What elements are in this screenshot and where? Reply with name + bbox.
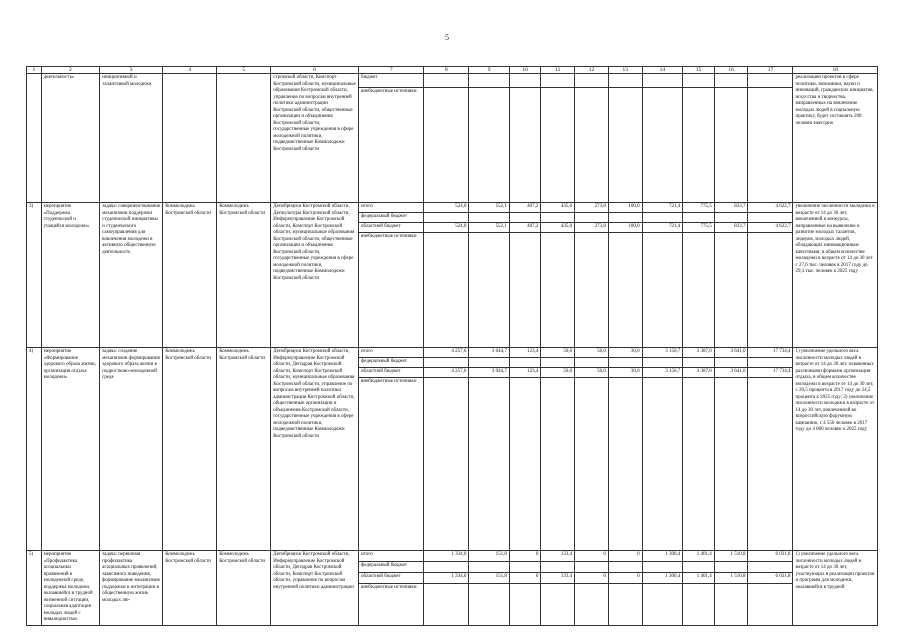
amount-cell: [642, 88, 683, 203]
funding-source: итого: [359, 203, 424, 213]
amount-cell: [683, 584, 715, 625]
amount-cell: 721,4: [642, 203, 683, 213]
participants-cell: стромской области, Комспорт Костромской области, муниципальные образования Костромской области, управление по вопросам внутренней политики администрации Костромской области, общественные организации и объединения Костромской области, государственные учреждения в сфере молодежной политики, подведомственные Коммолодежи Костромской области: [271, 74, 359, 203]
amount-cell: [748, 584, 793, 625]
amount-cell: [748, 562, 793, 573]
amount-cell: 0: [608, 551, 642, 562]
amount-cell: [683, 88, 715, 203]
amount-cell: 30,0: [608, 348, 642, 358]
amount-cell: [424, 213, 469, 223]
amount-cell: [469, 358, 510, 368]
participants-cell: Депобрнауки Костромской области, Информуправление Костромской области, Депздрав Костромской области, Комспорт Костромской области, муниципальные образования Костромской области, управление по вопросам внутренней политики администрации Костромской области, общественные организации и объединения Костромской области, государственные учреждения в сфере молодежной политики, подведомственные Коммолодежи Костромской области: [271, 348, 359, 551]
executor-cell: Коммолодежь Костромской области: [217, 203, 271, 348]
amount-cell: 50,0: [575, 348, 609, 358]
amount-cell: 524,0: [424, 223, 469, 233]
row-number: [27, 74, 42, 203]
amount-cell: [541, 74, 575, 88]
column-number: 9: [469, 67, 510, 74]
amount-cell: [642, 562, 683, 573]
amount-cell: 833,7: [714, 203, 748, 213]
column-number: 4: [163, 67, 217, 74]
funding-source: федеральный бюджет: [359, 562, 424, 573]
amount-cell: [748, 213, 793, 223]
column-number: 13: [608, 67, 642, 74]
table-row: [27, 551, 878, 562]
column-number: 2: [41, 67, 100, 74]
executor-cell: [217, 74, 271, 203]
row-number: 4): [27, 348, 42, 551]
column-number: 16: [714, 67, 748, 74]
amount-cell: 0: [575, 551, 609, 562]
amount-cell: [683, 562, 715, 573]
amount-cell: 273,8: [575, 223, 609, 233]
table-row: [27, 74, 878, 88]
funding-source: внебюджетные источники: [359, 584, 424, 625]
amount-cell: 100,0: [608, 203, 642, 213]
amount-cell: [748, 358, 793, 368]
column-number: 6: [271, 67, 359, 74]
measure-name: мероприятие «Поддержка студенческой и учащейся молодежи»: [41, 203, 100, 348]
amount-cell: [748, 88, 793, 203]
funding-source: областной бюджет: [359, 368, 424, 378]
funding-source: областной бюджет: [359, 573, 424, 584]
amount-cell: [575, 584, 609, 625]
measure-name: мероприятие «Формирование здорового образа жизни, организация отдыха молодежи»: [41, 348, 100, 551]
column-number: 8: [424, 67, 469, 74]
amount-cell: [541, 584, 575, 625]
amount-cell: 133,4: [541, 573, 575, 584]
amount-cell: [642, 233, 683, 348]
amount-cell: 1 300,4: [642, 551, 683, 562]
amount-cell: [748, 378, 793, 551]
amount-cell: 1 401,4: [683, 573, 715, 584]
funding-source: внебюджетные источники: [359, 233, 424, 348]
amount-cell: [714, 233, 748, 348]
amount-cell: [683, 213, 715, 223]
amount-cell: [683, 378, 715, 551]
amount-cell: [608, 213, 642, 223]
amount-cell: 6 031,8: [748, 551, 793, 562]
column-number: 5: [217, 67, 271, 74]
measure-task: задача: первичная профилактика асоциальных проявлений, зависимого поведения, формирование механизмов поддержки и интеграции в общественную жизнь молодых лю-: [100, 551, 163, 626]
expected-result: 1) увеличение удельного веса численности молодых людей в возрасте от 14 до 30 лет, охваченных различными формами организации отдыха, в общем количестве молодежи в возрасте от 14 до 30 лет, с 20,5 процента в 2017 году до 24,5 процента к 2025 году; 2) увеличение численности молодежи в возрасте от 14 до 30 лет, вовлеченной во всероссийскую форумную кампанию, с 4 550 человек в 2017 году до 4 800 человек к 2025 году: [793, 348, 878, 551]
amount-cell: 17 734,4: [748, 348, 793, 358]
amount-cell: 524,0: [424, 203, 469, 213]
amount-cell: 133,4: [541, 551, 575, 562]
amount-cell: 407,2: [509, 223, 541, 233]
amount-cell: 775,5: [683, 203, 715, 213]
amount-cell: [541, 233, 575, 348]
participants-cell: Депобрнауки Костромской области, Депкультуры Костромской области, Информуправление Костромской области, Комспорт Костромской области, муниципальные образования Костромской области, общественные организации и объединения Костромской области, государственные учреждения в сфере молодежной политики, подведомственные Коммолодежи Костромской области: [271, 203, 359, 348]
expected-result: увеличение численности молодежи в возрасте от 14 до 30 лет, вовлеченной в конкурсы, направленные на выявление и развитие молодых талантов, лидеров, молодых людей, обладающих инновационным качествами, в общем количестве молодежи в возрасте от 14 до 30 лет с 27,6 тыс. человек в 2017 году до 29,3 тыс. человек к 2025 году: [793, 203, 878, 348]
amount-cell: 6 031,8: [748, 573, 793, 584]
amount-cell: [469, 378, 510, 551]
amount-cell: 17 734,4: [748, 368, 793, 378]
amount-cell: 833,7: [714, 223, 748, 233]
amount-cell: [714, 213, 748, 223]
amount-cell: [469, 74, 510, 88]
amount-cell: 3 044,7: [469, 348, 510, 358]
measure-task: задача: создание механизмов формирования здорового образа жизни в подростково-молодежной среде: [100, 348, 163, 551]
amount-cell: 3 150,7: [642, 368, 683, 378]
amount-cell: [683, 358, 715, 368]
column-number: 1: [27, 67, 42, 74]
measure-task: задача: совершенствование механизмов поддержки студенческой инициативы и студенческого самоуправления для вовлечения молодежи в активную общественную деятельность: [100, 203, 163, 348]
amount-cell: [714, 378, 748, 551]
amount-cell: [575, 562, 609, 573]
program-table: [26, 66, 878, 626]
amount-cell: 4 257,6: [424, 368, 469, 378]
amount-cell: [509, 562, 541, 573]
column-number: 17: [748, 67, 793, 74]
amount-cell: 552,1: [469, 223, 510, 233]
amount-cell: 3 150,7: [642, 348, 683, 358]
table-row: [27, 203, 878, 213]
measure-name: мероприятие «Профилактика асоциальных проявлений в молодежной среде, поддержка молодежи, оказавшейся в трудной жизненной ситуации, социальная адаптация молодых людей с инвалидностью: [41, 551, 100, 626]
responsible-cell: [163, 74, 217, 203]
column-number: 15: [683, 67, 715, 74]
amount-cell: [469, 88, 510, 203]
amount-cell: [575, 213, 609, 223]
column-number: 12: [575, 67, 609, 74]
amount-cell: [469, 233, 510, 348]
amount-cell: 407,2: [509, 203, 541, 213]
amount-cell: [541, 88, 575, 203]
amount-cell: [683, 233, 715, 348]
amount-cell: 100,0: [608, 223, 642, 233]
amount-cell: [748, 233, 793, 348]
funding-source: федеральный бюджет: [359, 213, 424, 223]
amount-cell: [469, 562, 510, 573]
amount-cell: 721,4: [642, 223, 683, 233]
executor-cell: Коммолодежь Костромской области: [217, 551, 271, 626]
amount-cell: 123,4: [509, 348, 541, 358]
amount-cell: 0: [575, 573, 609, 584]
amount-cell: [575, 358, 609, 368]
amount-cell: [608, 562, 642, 573]
column-number: 3: [100, 67, 163, 74]
amount-cell: [469, 584, 510, 625]
amount-cell: [714, 74, 748, 88]
table-row: [27, 348, 878, 358]
page-number: 5: [445, 33, 449, 42]
amount-cell: [608, 88, 642, 203]
amount-cell: [608, 378, 642, 551]
amount-cell: 435,0: [541, 223, 575, 233]
funding-source: бюджет: [359, 74, 424, 88]
amount-cell: [575, 74, 609, 88]
amount-cell: 0: [509, 573, 541, 584]
amount-cell: [424, 584, 469, 625]
amount-cell: 30,0: [608, 368, 642, 378]
funding-source: итого: [359, 348, 424, 358]
funding-source: федеральный бюджет: [359, 358, 424, 368]
column-number: 14: [642, 67, 683, 74]
amount-cell: 4 622,7: [748, 223, 793, 233]
amount-cell: [642, 358, 683, 368]
measure-name: деятельность»: [41, 74, 100, 203]
amount-cell: [575, 88, 609, 203]
amount-cell: [608, 358, 642, 368]
amount-cell: [509, 378, 541, 551]
amount-cell: [642, 213, 683, 223]
amount-cell: [714, 584, 748, 625]
amount-cell: 3 641,0: [714, 348, 748, 358]
amount-cell: 3 641,0: [714, 368, 748, 378]
participants-cell: Депобрнауки Костромской области, Информуправление Костромской области, Депздрав Костромской области, Комспорт Костромской области, управление по вопросам внутренней политики администрации: [271, 551, 359, 626]
column-number: 18: [793, 67, 878, 74]
amount-cell: [642, 584, 683, 625]
amount-cell: [748, 74, 793, 88]
amount-cell: [424, 74, 469, 88]
responsible-cell: Коммолодежь Костромской области: [163, 551, 217, 626]
amount-cell: 273,8: [575, 203, 609, 213]
amount-cell: [683, 74, 715, 88]
amount-cell: [541, 213, 575, 223]
row-number: 3): [27, 203, 42, 348]
funding-source: областной бюджет: [359, 223, 424, 233]
amount-cell: 3 387,0: [683, 348, 715, 358]
amount-cell: 4 257,6: [424, 348, 469, 358]
amount-cell: 0: [509, 551, 541, 562]
amount-cell: [469, 213, 510, 223]
amount-cell: [541, 562, 575, 573]
funding-source: внебюджетные источники: [359, 378, 424, 551]
amount-cell: 151,8: [469, 573, 510, 584]
amount-cell: 1 334,0: [424, 551, 469, 562]
amount-cell: [541, 378, 575, 551]
row-number: 5): [27, 551, 42, 626]
column-number: 10: [509, 67, 541, 74]
funding-source: итого: [359, 551, 424, 562]
amount-cell: 50,0: [541, 348, 575, 358]
amount-cell: [608, 584, 642, 625]
amount-cell: 1 334,0: [424, 573, 469, 584]
amount-cell: 50,0: [541, 368, 575, 378]
amount-cell: 123,4: [509, 368, 541, 378]
amount-cell: [714, 562, 748, 573]
amount-cell: 3 044,7: [469, 368, 510, 378]
amount-cell: [714, 358, 748, 368]
funding-source: внебюджетные источники: [359, 88, 424, 203]
amount-cell: [575, 378, 609, 551]
amount-cell: 0: [608, 573, 642, 584]
expected-result: реализацию проектов в сфере политики, экономики, науки и инноваций, гражданских инициатив, искусства и творчества, направленных на вовлечение молодых людей в социальную практику, будет составлять 200 человек ежегодно: [793, 74, 878, 203]
amount-cell: [509, 584, 541, 625]
amount-cell: [424, 358, 469, 368]
amount-cell: 1 401,4: [683, 551, 715, 562]
amount-cell: [509, 233, 541, 348]
amount-cell: [424, 233, 469, 348]
amount-cell: 50,0: [575, 368, 609, 378]
amount-cell: [509, 88, 541, 203]
amount-cell: [424, 378, 469, 551]
measure-task: инициативной и талантливой молодежи: [100, 74, 163, 203]
amount-cell: 4 622,7: [748, 203, 793, 213]
column-number-row: [27, 67, 878, 74]
amount-cell: [608, 233, 642, 348]
amount-cell: 775,5: [683, 223, 715, 233]
amount-cell: 1 510,8: [714, 551, 748, 562]
amount-cell: [509, 358, 541, 368]
amount-cell: [642, 378, 683, 551]
amount-cell: 1 300,4: [642, 573, 683, 584]
amount-cell: [424, 562, 469, 573]
amount-cell: [714, 88, 748, 203]
amount-cell: [541, 358, 575, 368]
amount-cell: [575, 233, 609, 348]
expected-result: 1) увеличение удельного веса численности молодых людей в возрасте от 14 до 30 лет, участвующих в реализации проектов и программ для молодежи, оказавшейся в трудной: [793, 551, 878, 626]
executor-cell: Коммолодежь Костромской области: [217, 348, 271, 551]
column-number: 11: [541, 67, 575, 74]
amount-cell: [509, 74, 541, 88]
amount-cell: [608, 74, 642, 88]
amount-cell: [424, 88, 469, 203]
amount-cell: 151,8: [469, 551, 510, 562]
column-number: 7: [359, 67, 424, 74]
responsible-cell: Коммолодежь Костромской области: [163, 348, 217, 551]
responsible-cell: Коммолодежь Костромской области: [163, 203, 217, 348]
amount-cell: 1 510,8: [714, 573, 748, 584]
amount-cell: 552,1: [469, 203, 510, 213]
amount-cell: [642, 74, 683, 88]
amount-cell: [509, 213, 541, 223]
amount-cell: 3 387,0: [683, 368, 715, 378]
amount-cell: 435,0: [541, 203, 575, 213]
